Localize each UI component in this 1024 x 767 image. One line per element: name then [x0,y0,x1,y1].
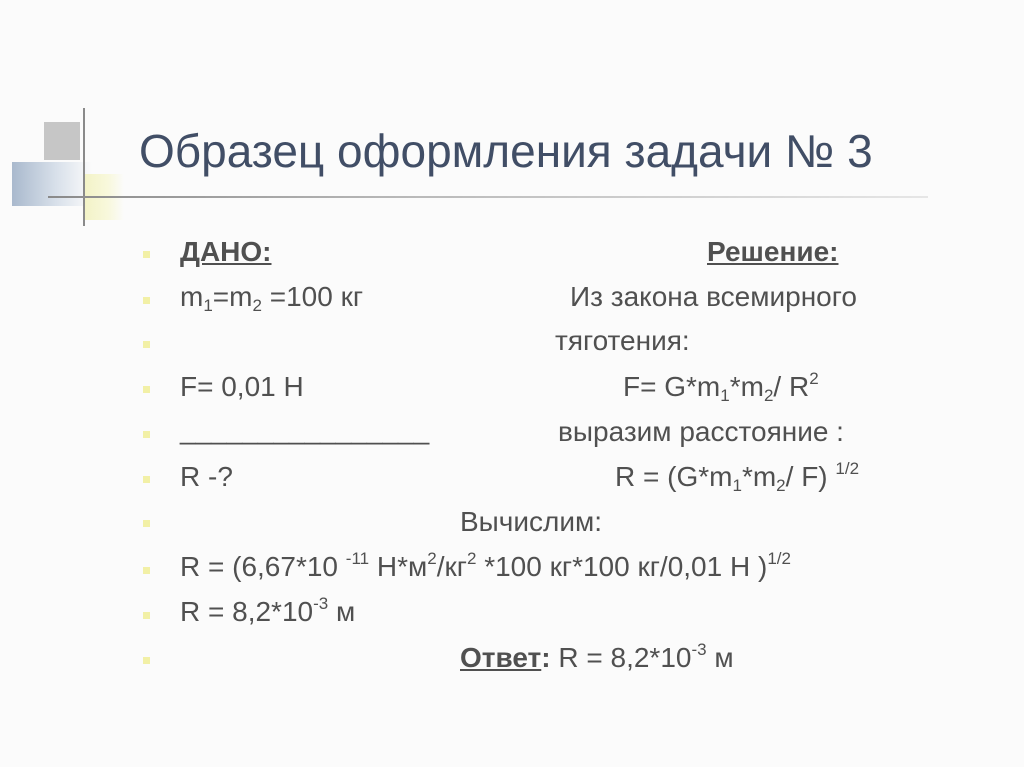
solution-header: Решение: [707,236,839,267]
result-line: $R = 8,2*10^{-3}$ м [180,594,356,627]
title-divider [48,196,928,198]
decor-gray-square [44,122,80,160]
bullet-icon [143,386,150,393]
bullet-icon [143,657,150,664]
given-separator: ________________ [180,414,430,445]
bullet-icon [143,520,150,527]
given-header: ДАНО: [180,236,272,267]
bullet-icon [143,297,150,304]
express-distance: выразим расстояние : [558,416,844,447]
bullet-icon [143,567,150,574]
law-line-2: тяготения: [555,325,690,356]
decor-blue-block [12,162,92,206]
given-force: F= 0,01 Н [180,371,304,402]
answer-label: Ответ [460,642,542,673]
bullet-icon [143,612,150,619]
answer-line: Ответ: $R = 8,2*10^{-3}$ м [460,640,734,673]
slide-title: Образец оформления задачи № 3 [139,125,873,177]
distance-formula: $R = (G*m_1*m_2/$ F) $^{1/2}$ [615,459,860,495]
find-unknown: R -? [180,461,233,492]
bullet-icon [143,341,150,348]
bullet-icon [143,431,150,438]
gravity-formula: $F= G*m_1*m_2/$ $R^2$ [623,369,819,405]
bullet-icon [143,476,150,483]
compute-label: Вычислим: [460,506,603,537]
given-masses: $m_1=m_2 =100$ кг [180,281,364,315]
calculation-line: R = (6,67*10 $^{-11}$ $Н*м^2/кг^2$ *100 кг*100 кг/0,01 Н )$^{1/2}$ [180,549,791,582]
decor-vertical-line [83,108,85,226]
bullet-icon [143,251,150,258]
law-line-1: Из закона всемирного [570,281,857,312]
